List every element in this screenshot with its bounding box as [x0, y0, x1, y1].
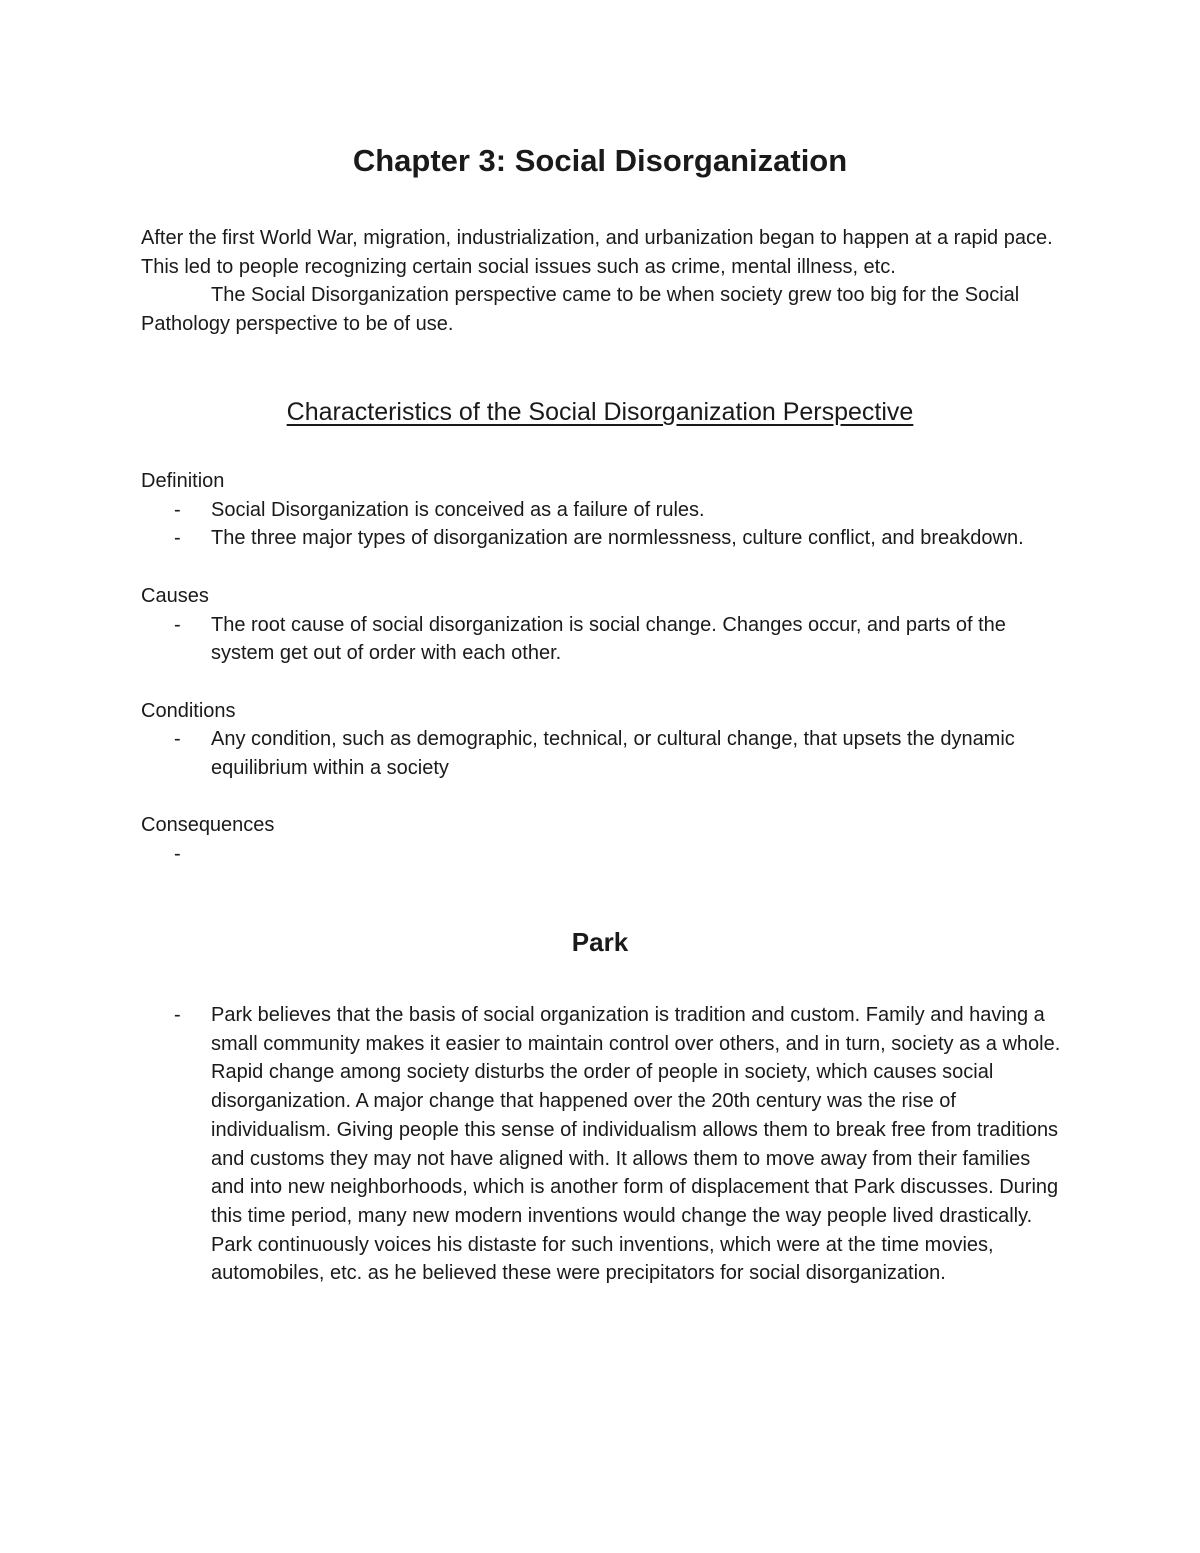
list-item-text: Any condition, such as demographic, technical, or cultural change, that upsets the dynamic equilibrium within a society [211, 728, 1015, 779]
section-label: Causes [141, 584, 209, 607]
list-item [141, 725, 1061, 782]
characteristics-body [141, 467, 1061, 897]
consequences-section [141, 811, 1061, 868]
park-section [141, 1001, 1061, 1288]
section-heading-characteristics: Characteristics of the Social Disorganization Perspective [286, 398, 914, 426]
list-item-text: Social Disorganization is conceived as a failure of rules. [211, 498, 705, 521]
dash-bullet: - [174, 613, 181, 636]
dash-bullet: - [174, 843, 181, 866]
conditions-list [141, 725, 1061, 782]
dash-bullet: - [174, 728, 181, 751]
consequences-list [141, 840, 1061, 869]
list-item-text: The three major types of disorganization are normlessness, culture conflict, and breakdown. [211, 527, 1024, 550]
section-heading-park: Park [571, 927, 629, 957]
section-label: Conditions [141, 699, 236, 722]
page-title: Chapter 3: Social Disorganization [352, 143, 848, 178]
definition-list [141, 496, 1061, 553]
definition-section [141, 467, 1061, 553]
dash-bullet: - [174, 498, 181, 521]
causes-list [141, 611, 1061, 668]
intro-paragraph: After the first World War, migration, industrialization, and urbanization began to happen at a rapid pace. This led to people recognizing certain social issues such as crime, mental illness, etc. [141, 227, 1053, 278]
list-item [141, 496, 1061, 525]
dash-bullet: - [174, 1004, 181, 1026]
dash-bullet: - [174, 527, 181, 550]
intro-paragraph: The Social Disorganization perspective came to be when society grew too big for the Social Pathology perspective to be of use. [141, 284, 1020, 336]
intro-section [141, 224, 1061, 339]
park-list [141, 1001, 1061, 1288]
conditions-section [141, 697, 1061, 783]
list-item [141, 524, 1061, 553]
section-label: Consequences [141, 814, 275, 837]
list-item-text: Park believes that the basis of social organization is tradition and custom. Family and having a small community makes it easier to maintain control over others, and in turn, society as a whole. Rapid change among society disturbs the order of people in society, which causes social disorganization. A major change that happened over the 20th century was the rise of individualism. Giving people this sense of individualism allows them to break free from traditions and customs they may not have aligned with. It allows them to move away from their families and into new neighborhoods, which is another form of displacement that Park discusses. During this time period, many new modern inventions would change the way people lived drastically. Park continuously voices his distaste for such inventions, which were at the time movies, automobiles, etc. as he believed these were precipitators for social disorganization. [211, 1004, 1061, 1285]
causes-section [141, 582, 1061, 668]
list-item [141, 1001, 1061, 1288]
list-item-text: The root cause of social disorganization is social change. Changes occur, and parts of the system get out of order with each other. [211, 613, 1006, 665]
list-item [141, 611, 1061, 668]
list-item [141, 840, 1061, 869]
section-label: Definition [141, 470, 225, 492]
